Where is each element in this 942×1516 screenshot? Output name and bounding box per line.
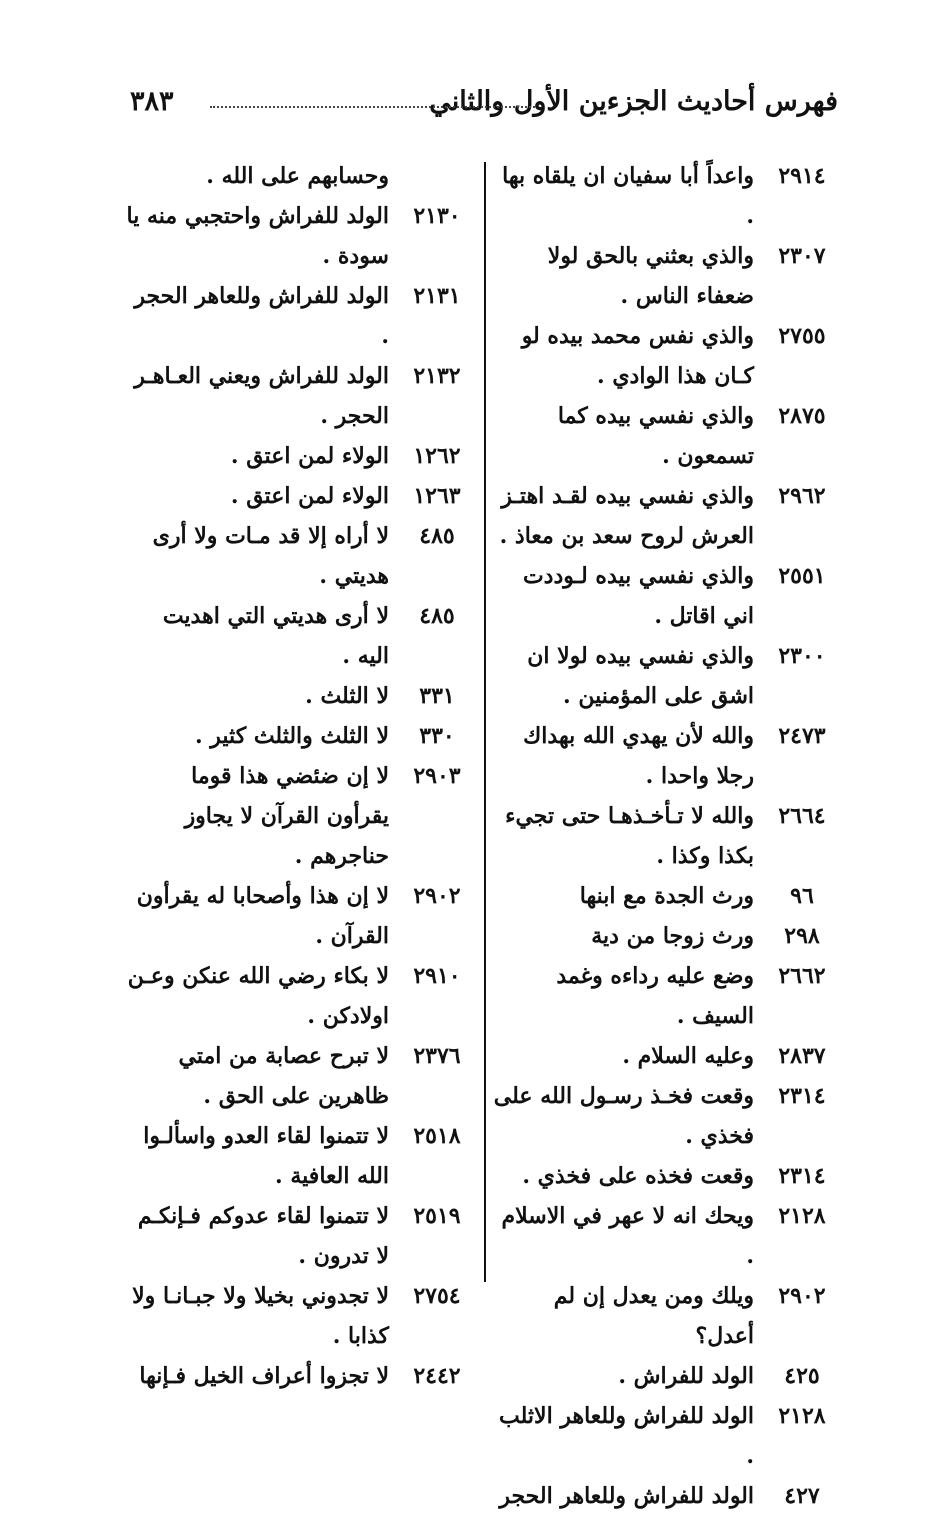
hadith-number: ١٢٦٣: [413, 483, 461, 509]
hadith-text: وضع عليه رداءه وغمد السيف .: [556, 963, 754, 1029]
hadith-number: ٢٣١٤: [778, 1163, 826, 1189]
hadith-text: لا أرى هديتي التي اهديت اليه .: [162, 603, 389, 669]
header-title: فهرس أحاديث الجزءين الأول والثاني: [429, 86, 838, 117]
hadith-text: والله لأن يهدي الله بهداك رجلا واحدا .: [523, 723, 754, 789]
hadith-text: واعداً أبا سفيان ان يلقاه بها .: [502, 163, 754, 229]
hadith-number: ٢٣٠٠: [778, 643, 826, 669]
index-entry: [490, 636, 840, 716]
hadith-number: ٢٨٣٧: [778, 1043, 826, 1069]
index-entry: [490, 476, 840, 556]
index-entry: [490, 1036, 840, 1076]
header-dotted-rule: [210, 106, 535, 108]
index-entry: [125, 676, 475, 716]
index-entry: [490, 716, 840, 796]
hadith-number: ٢٩١٤: [778, 163, 826, 189]
hadith-text: الولاء لمن اعتق .: [230, 443, 389, 469]
index-entry: [490, 796, 840, 876]
hadith-number: ٢٧٥٥: [778, 323, 826, 349]
hadith-number: ٢٥١٨: [413, 1123, 461, 1149]
hadith-number: ٢٣١٤: [778, 1083, 826, 1109]
hadith-number: ٤٨٥: [419, 523, 455, 549]
index-entry: [125, 356, 475, 436]
index-entry: [490, 1196, 840, 1276]
hadith-text: وعليه السلام .: [622, 1043, 754, 1069]
hadith-text: لا إن ضئضي هذا قوما يقرأون القرآن لا يجاوز حناجرهم .: [184, 763, 389, 869]
index-entry: [125, 436, 475, 476]
hadith-text: لا تجدوني بخيلا ولا جبـانـا ولا كذابا .: [132, 1283, 389, 1349]
hadith-text: لا تتمنوا لقاء العدو واسألـوا الله العافية .: [143, 1123, 389, 1189]
index-entry: [490, 556, 840, 636]
hadith-number: ٢١٣٠: [413, 203, 461, 229]
hadith-number: ٩٦: [790, 883, 814, 909]
hadith-text: لا الثلث والثلث كثير .: [194, 723, 389, 749]
index-entry: [125, 1036, 475, 1116]
index-entry: [125, 876, 475, 956]
index-entry: [125, 1276, 475, 1356]
hadith-number: ٤٢٥: [784, 1363, 820, 1389]
hadith-number: ٢٦٦٢: [778, 963, 826, 989]
hadith-number: ٢١٣٢: [413, 363, 461, 389]
index-entry: [125, 196, 475, 276]
hadith-text: ورث زوجا من دية: [591, 923, 754, 949]
index-entry: [490, 956, 840, 1036]
hadith-number: ٢٤٧٣: [778, 723, 826, 749]
index-entry: [490, 1476, 840, 1516]
hadith-number: ٢٨٧٥: [778, 403, 826, 429]
index-entry: [490, 316, 840, 396]
hadith-number: ٢٣٠٧: [778, 243, 826, 269]
index-entry: [125, 1196, 475, 1276]
index-entry: [490, 1076, 840, 1156]
index-entry: [125, 956, 475, 1036]
hadith-text: ويلك ومن يعدل إن لم أعدل؟: [553, 1283, 754, 1349]
page-number: ٣٨٣: [130, 86, 174, 117]
index-column-left: [125, 156, 475, 1396]
index-entry: [490, 1156, 840, 1196]
hadith-text: لا إن هذا وأصحابا له يقرأون القرآن .: [136, 883, 389, 949]
hadith-text: لا تبرح عصابة من امتي ظاهرين على الحق .: [178, 1043, 389, 1109]
hadith-number: ٢٩٠٢: [778, 1283, 826, 1309]
hadith-text: والذي نفسي بيده لولا ان اشق على المؤمنين .: [527, 643, 754, 709]
hadith-number: ٣٣١: [419, 683, 455, 709]
hadith-text: وقعت فخـذ رسـول الله على فخذي .: [493, 1083, 754, 1149]
hadith-text: لا تتمنوا لقاء عدوكم فـإنكـم لا تدرون .: [137, 1203, 389, 1269]
index-column-right: [490, 156, 840, 1516]
hadith-text: ورث الجدة مع ابنها: [579, 883, 754, 909]
hadith-text: الولد للفراش وللعاهر الحجر: [499, 1483, 754, 1509]
hadith-text: لا تجزوا أعراف الخيل فـإنها: [139, 1363, 389, 1389]
hadith-text: والله لا تـأخـذهـا حتى تجيء بكذا وكذا .: [505, 803, 754, 869]
hadith-number: ٢١٢٨: [778, 1203, 826, 1229]
index-entry: [125, 1356, 475, 1396]
hadith-number: ٢٧٥٤: [413, 1283, 461, 1309]
index-entry: [125, 516, 475, 596]
index-entry: [490, 1356, 840, 1396]
hadith-text: لا الثلث .: [305, 683, 389, 709]
hadith-text: والذي نفسي بيده كما تسمعون .: [557, 403, 754, 469]
hadith-text: وقعت فخذه على فخذي .: [522, 1163, 754, 1189]
hadith-number: ٤٢٧: [784, 1483, 820, 1509]
hadith-text: ويحك انه لا عهر في الاسلام .: [501, 1203, 754, 1269]
hadith-text: وحسابهم على الله .: [206, 163, 389, 189]
hadith-number: ٢٤٤٢: [413, 1363, 461, 1389]
hadith-number: ٢٩١٠: [413, 963, 461, 989]
index-entry: [125, 1116, 475, 1196]
index-entry: [490, 156, 840, 236]
index-entry: [125, 596, 475, 676]
index-entry: [125, 276, 475, 356]
hadith-text: لا بكاء رضي الله عنكن وعـن اولادكن .: [127, 963, 389, 1029]
hadith-number: ٢٩٠٣: [413, 763, 461, 789]
hadith-number: ٢١٣١: [413, 283, 461, 309]
index-entry: [490, 1396, 840, 1476]
hadith-number: ٢٩٠٢: [413, 883, 461, 909]
hadith-number: ٢٩٦٢: [778, 483, 826, 509]
hadith-number: ٢١٢٨: [778, 1403, 826, 1429]
hadith-text: الولاء لمن اعتق .: [230, 483, 389, 509]
hadith-text: والذي بعثني بالحق لولا ضعفاء الناس .: [547, 243, 754, 309]
hadith-number: ٢٩٨: [784, 923, 820, 949]
hadith-text: والذي نفس محمد بيده لو كـان هذا الوادي .: [521, 323, 754, 389]
hadith-text: الولد للفراش .: [618, 1363, 754, 1389]
hadith-text: الولد للفراش وللعاهر الاثلب .: [499, 1403, 754, 1469]
hadith-text: الولد للفراش واحتجبي منه يا سودة .: [126, 203, 389, 269]
index-entry: [125, 156, 475, 196]
hadith-text: الولد للفراش ويعني العـاهـر الحجر .: [134, 363, 389, 429]
hadith-number: ٢٥٥١: [778, 563, 826, 589]
hadith-number: ٤٨٥: [419, 603, 455, 629]
hadith-text: لا أراه إلا قد مـات ولا أرى هديتي .: [152, 523, 389, 589]
index-entry: [125, 756, 475, 876]
hadith-text: والذي نفسي بيده لقـد اهتـز العرش لروح سعد بن معاذ .: [499, 483, 754, 549]
page-header: [0, 0, 942, 140]
hadith-number: ٢٥١٩: [413, 1203, 461, 1229]
hadith-number: ٢٣٧٦: [413, 1043, 461, 1069]
column-divider: [484, 162, 486, 1282]
index-entry: [490, 876, 840, 916]
index-entry: [490, 1276, 840, 1356]
index-entry: [125, 716, 475, 756]
hadith-number: ٣٣٠: [419, 723, 455, 749]
hadith-number: ٢٦٦٤: [778, 803, 826, 829]
hadith-text: الولد للفراش وللعاهر الحجر .: [134, 283, 389, 349]
hadith-text: والذي نفسي بيده لـوددت اني اقاتل .: [522, 563, 754, 629]
index-entry: [490, 916, 840, 956]
index-entry: [125, 476, 475, 516]
index-entry: [490, 236, 840, 316]
hadith-number: ١٢٦٢: [413, 443, 461, 469]
index-entry: [490, 396, 840, 476]
